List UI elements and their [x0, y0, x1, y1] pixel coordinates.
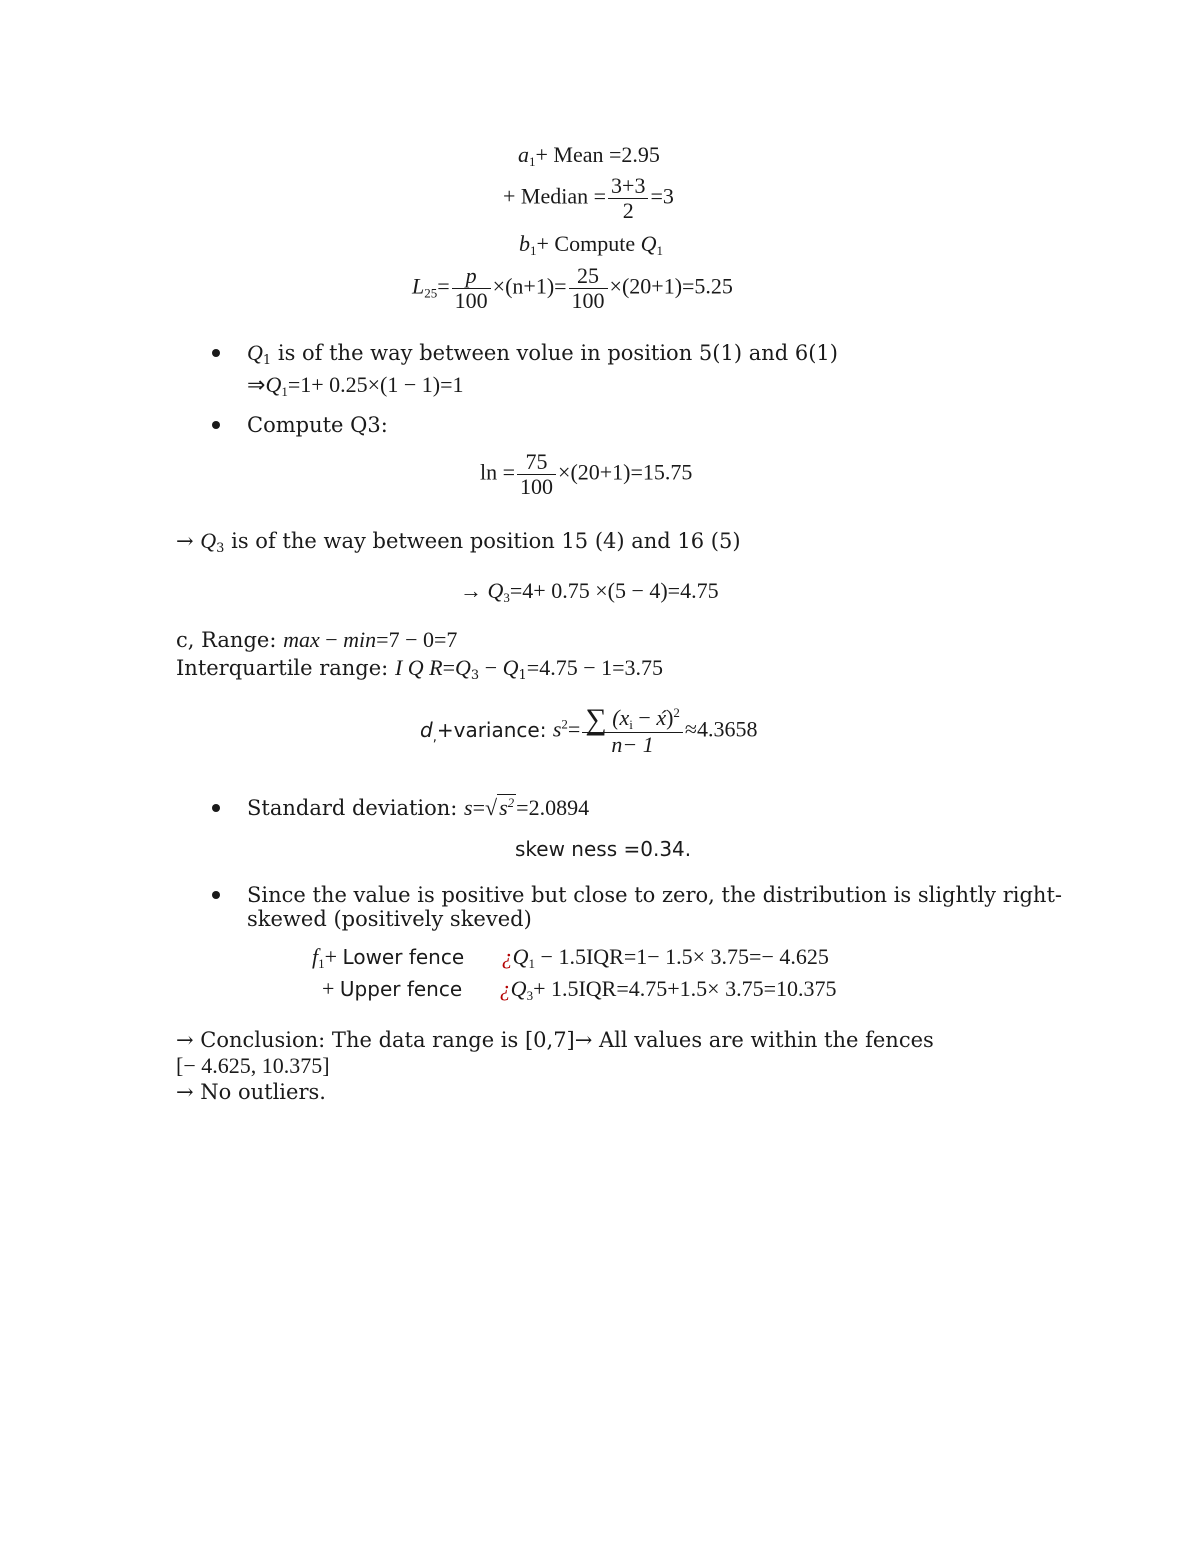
- ln-formula: [480, 450, 692, 499]
- q1-position-line: $Q_1$ is of the way between volue in position 5(1) and 6(1): [247, 340, 838, 368]
- compute-label: Compute: [554, 231, 636, 256]
- q1-result-line: $\Rightarrow Q_1=1+ 0.25\times(1 - 1)=1$: [247, 372, 464, 399]
- missing-glyph-icon: ¿: [501, 944, 513, 969]
- bullet-sd: [212, 804, 220, 812]
- range-label: c, Range:: [176, 628, 277, 652]
- range-line: c, Range: max − min=7 − 0=7: [176, 627, 458, 652]
- l25-middle: ×(n+1)=: [492, 273, 567, 299]
- variance-formula: $d_,+variance$: $s^2=$ $\frac{\sum (x_i - x́)^2}{n- 1}$ ≈4.3658: [420, 703, 758, 757]
- iqr-line: Interquartile range: I Q $R=Q_3 - Q_1=4.75 - 1=3.75$: [176, 655, 664, 683]
- skewness-line: skew ness =0.34.: [515, 837, 692, 861]
- variance-label: +variance:: [436, 717, 547, 742]
- no-outliers-text: No outliers.: [200, 1080, 326, 1104]
- q3-result: =4+ 0.75 ×(5 − 4)=4.75: [509, 578, 719, 603]
- upper-fence-label: Upper fence: [339, 977, 463, 1001]
- q1-position-text: is of the way between volue in position 5(1) and 6(1): [277, 341, 838, 365]
- mean-value: =2.95: [609, 142, 660, 167]
- missing-glyph-icon: ¿: [499, 976, 511, 1001]
- bullet-skew-conclusion: [212, 891, 220, 899]
- ln-result: ×(20+1)=15.75: [558, 459, 693, 485]
- variance-fraction: $\frac{\sum (x_i - x́)^2}{n- 1}$: [582, 706, 683, 757]
- q3-result-line: → $Q_3=4+ 0.75 \times(5 - 4)=4.75$: [460, 578, 719, 605]
- sd-line: Standard deviation: $s=√s^2=2.0894$: [247, 795, 590, 820]
- range-value: =7 − 0=7: [376, 627, 458, 652]
- median-fraction: $\frac{3+3}{2}$: [608, 174, 648, 223]
- q3-position-text: is of the way between position 15 (4) and 16 (5): [231, 529, 741, 553]
- conclusion-line2: [− 4.625, 10.375]: [176, 1053, 330, 1078]
- median-label: Median: [520, 183, 589, 209]
- sd-value: =2.0894: [516, 795, 590, 820]
- iqr-label: Interquartile range:: [176, 656, 389, 680]
- lower-fence-label: Lower fence: [342, 945, 465, 969]
- mean-line: $a_1+$ Mean =2.95: [518, 142, 660, 169]
- ln-fraction: $\frac{75}{100}$: [517, 450, 556, 499]
- bullet-q1: [212, 349, 220, 357]
- mean-label: Mean: [553, 142, 604, 167]
- skew-conclusion-line1: Since the value is positive but close to zero, the distribution is slightly right-: [247, 883, 1062, 907]
- q3-position-line: → $Q_3$ is of the way between position 15 (4) and 16 (5): [176, 528, 741, 556]
- lower-fence-value: − 1.5IQR=1− 1.5× 3.75=− 4.625: [540, 944, 829, 969]
- bullet-q3: [212, 421, 220, 429]
- ln-label: ln =: [480, 459, 516, 485]
- upper-fence-line: + Upper fence ¿$Q_3+ 1.5IQR=4.75+1.5\times 3.75=10.375$: [322, 976, 837, 1003]
- l25-fraction-25: $\frac{25}{100}$: [569, 264, 608, 313]
- compute-q1-heading: $b_1+$ Compute $Q_1$: [519, 231, 663, 258]
- median-line: + Median = $\frac{3+3}{2}$ =3: [503, 173, 674, 223]
- compute-q3-line: Compute Q3:: [247, 413, 388, 437]
- skew-conclusion-line2: skewed (positively skeved): [247, 907, 532, 931]
- median-value: =3: [650, 183, 674, 209]
- variance-value: ≈4.3658: [684, 716, 758, 742]
- q1-result: =1+ 0.25×(1 − 1)=1: [287, 372, 464, 397]
- l25-formula: $L_{25}=$ $\frac{p}{100}$ ×(n+1)= $\frac{25}{100}$ ×(20+1)=5.25: [412, 263, 733, 313]
- lower-fence-line: $f_1+$ Lower fence ¿$Q_1 - 1.5IQR=1- 1.5\times 3.75=- 4.625$: [312, 944, 829, 971]
- conclusion-text: Conclusion: The data range is [0,7]→ All values are within the fences: [200, 1028, 934, 1052]
- conclusion-line3: → No outliers.: [176, 1080, 326, 1104]
- iqr-value: =4.75 − 1=3.75: [526, 655, 664, 680]
- sd-label: Standard deviation:: [247, 796, 458, 820]
- l25-fraction-p: $\frac{p}{100}$: [452, 264, 491, 313]
- upper-fence-value: + 1.5IQR=4.75+1.5× 3.75=10.375: [533, 976, 837, 1001]
- conclusion-line1: → Conclusion: The data range is [0,7]→ All values are within the fences: [176, 1028, 934, 1052]
- l25-result: ×(20+1)=5.25: [609, 273, 733, 299]
